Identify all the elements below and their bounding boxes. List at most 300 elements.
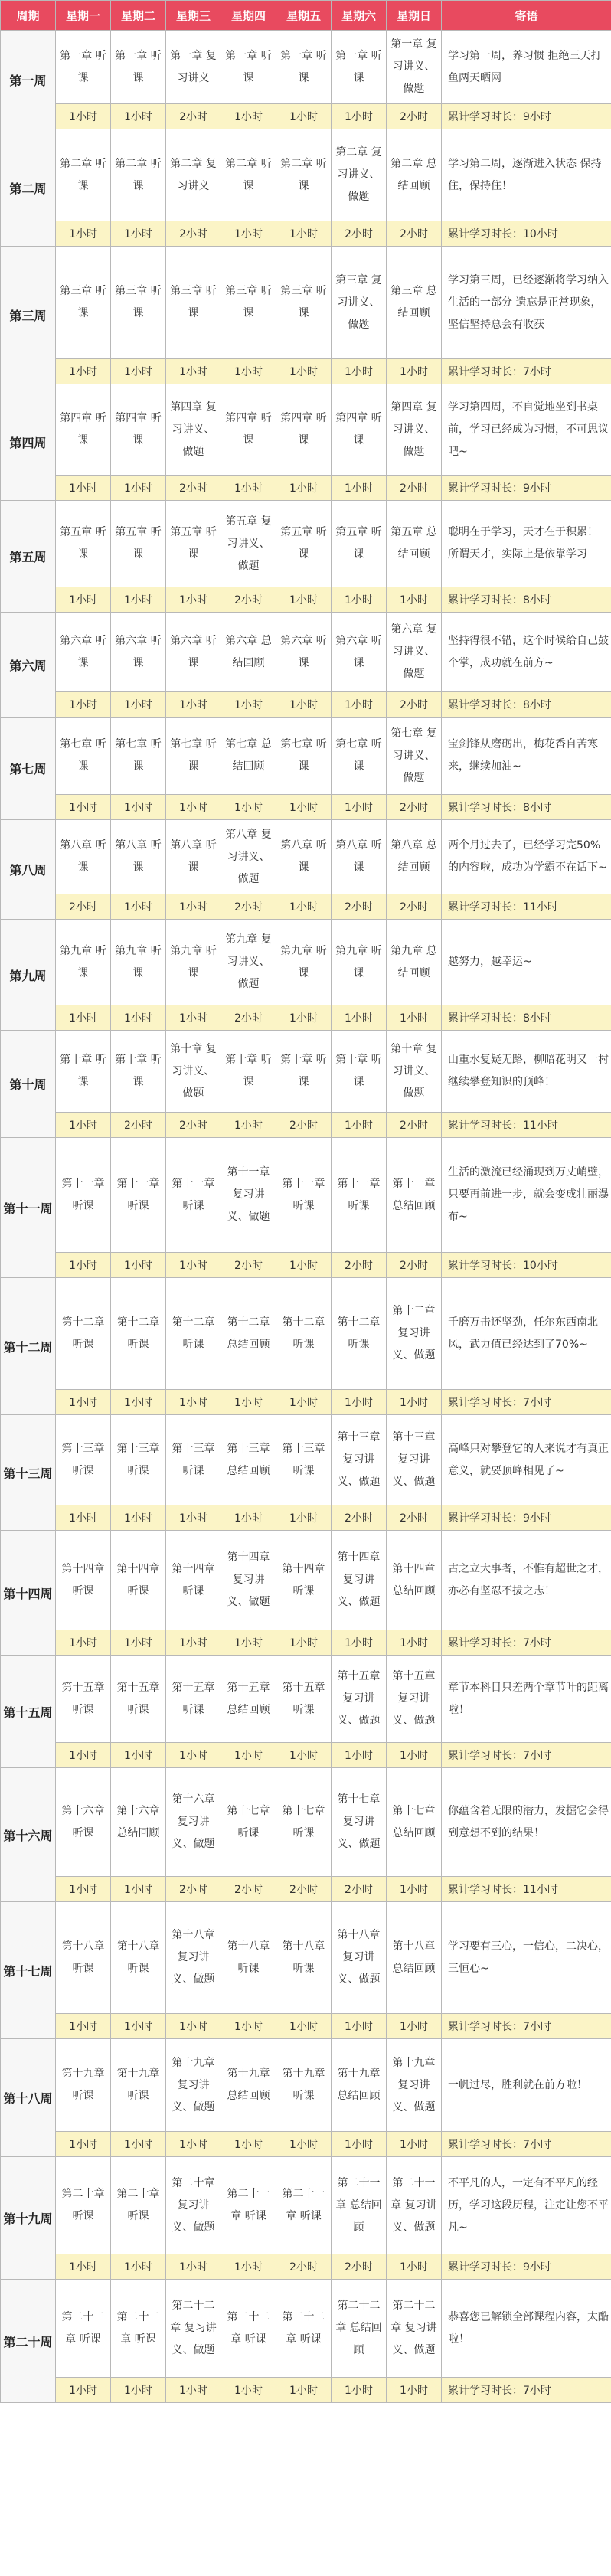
week-label: 第八周 — [1, 820, 56, 920]
hours-friday: 1小时 — [276, 359, 332, 384]
hours-tuesday: 1小时 — [111, 692, 166, 718]
hours-saturday: 2小时 — [332, 221, 387, 247]
week-row — [1, 820, 611, 894]
task-thursday: 第十三章 总结回顾 — [221, 1415, 276, 1505]
task-sunday: 第十章 复习讲义、做题 — [387, 1031, 442, 1113]
hours-thursday: 1小时 — [221, 1505, 276, 1531]
hours-tuesday: 1小时 — [111, 795, 166, 820]
task-tuesday: 第十六章 总结回顾 — [111, 1768, 166, 1877]
task-wednesday: 第五章 听课 — [166, 501, 221, 587]
weekly-total: 累计学习时长：8小时 — [442, 1005, 611, 1031]
task-wednesday: 第十一章 听课 — [166, 1138, 221, 1253]
hours-wednesday: 1小时 — [166, 1253, 221, 1278]
hours-sunday: 2小时 — [387, 1253, 442, 1278]
task-wednesday: 第八章 听课 — [166, 820, 221, 894]
header-period: 周期 — [1, 1, 56, 31]
hours-monday: 1小时 — [56, 692, 111, 718]
weekly-total: 累计学习时长：7小时 — [442, 1390, 611, 1415]
task-friday: 第一章 听课 — [276, 31, 332, 104]
weekly-total: 累计学习时长：11小时 — [442, 1113, 611, 1138]
task-sunday: 第十八章 总结回顾 — [387, 1902, 442, 2014]
hours-sunday: 1小时 — [387, 359, 442, 384]
hours-sunday: 1小时 — [387, 2132, 442, 2157]
task-friday: 第四章 听课 — [276, 384, 332, 476]
hours-row — [1, 1390, 611, 1415]
header-tuesday: 星期二 — [111, 1, 166, 31]
task-monday: 第二十二章 听课 — [56, 2280, 111, 2378]
hours-tuesday: 1小时 — [111, 2378, 166, 2403]
hours-wednesday: 2小时 — [166, 104, 221, 129]
hours-wednesday: 2小时 — [166, 1877, 221, 1902]
task-friday: 第五章 听课 — [276, 501, 332, 587]
hours-saturday: 2小时 — [332, 1877, 387, 1902]
task-wednesday: 第十章 复习讲义、做题 — [166, 1031, 221, 1113]
hours-row — [1, 1630, 611, 1656]
task-monday: 第十一章 听课 — [56, 1138, 111, 1253]
task-sunday: 第二章 总结回顾 — [387, 129, 442, 221]
task-saturday: 第十五章 复习讲义、做题 — [332, 1656, 387, 1743]
task-wednesday: 第四章 复习讲义、做题 — [166, 384, 221, 476]
weekly-total: 累计学习时长：8小时 — [442, 587, 611, 613]
hours-sunday: 1小时 — [387, 1743, 442, 1768]
week-message: 不平凡的人，一定有不平凡的经历，学习这段历程，注定让您不平凡~ — [442, 2157, 611, 2254]
task-saturday: 第二章 复习讲义、做题 — [332, 129, 387, 221]
hours-monday: 1小时 — [56, 795, 111, 820]
weekly-total: 累计学习时长：7小时 — [442, 2132, 611, 2157]
weekly-total: 累计学习时长：11小时 — [442, 1877, 611, 1902]
task-saturday: 第一章 听课 — [332, 31, 387, 104]
task-tuesday: 第九章 听课 — [111, 920, 166, 1005]
hours-saturday: 1小时 — [332, 587, 387, 613]
task-sunday: 第四章 复习讲义、做题 — [387, 384, 442, 476]
hours-wednesday: 1小时 — [166, 894, 221, 920]
task-monday: 第六章 听课 — [56, 613, 111, 692]
week-row — [1, 1138, 611, 1253]
task-friday: 第二十二章 听课 — [276, 2280, 332, 2378]
task-tuesday: 第二十二章 听课 — [111, 2280, 166, 2378]
task-saturday: 第六章 听课 — [332, 613, 387, 692]
task-saturday: 第十三章 复习讲义、做题 — [332, 1415, 387, 1505]
hours-monday: 1小时 — [56, 1253, 111, 1278]
task-sunday: 第九章 总结回顾 — [387, 920, 442, 1005]
task-friday: 第二十一章 听课 — [276, 2157, 332, 2254]
hours-sunday: 1小时 — [387, 1390, 442, 1415]
hours-row — [1, 1113, 611, 1138]
task-friday: 第十二章 听课 — [276, 1278, 332, 1390]
hours-saturday: 2小时 — [332, 1253, 387, 1278]
hours-thursday: 1小时 — [221, 2254, 276, 2280]
task-sunday: 第十七章 总结回顾 — [387, 1768, 442, 1877]
task-tuesday: 第三章 听课 — [111, 247, 166, 359]
hours-wednesday: 2小时 — [166, 1113, 221, 1138]
week-label: 第九周 — [1, 920, 56, 1031]
header-message: 寄语 — [442, 1, 611, 31]
week-message: 学习第二周，逐渐进入状态 保持住，保持住！ — [442, 129, 611, 221]
task-sunday: 第五章 总结回顾 — [387, 501, 442, 587]
task-wednesday: 第二十二章 复习讲义、做题 — [166, 2280, 221, 2378]
task-sunday: 第六章 复习讲义、做题 — [387, 613, 442, 692]
weekly-total: 累计学习时长：9小时 — [442, 104, 611, 129]
task-saturday: 第五章 听课 — [332, 501, 387, 587]
hours-tuesday: 1小时 — [111, 2132, 166, 2157]
hours-row — [1, 1743, 611, 1768]
hours-sunday: 1小时 — [387, 2014, 442, 2039]
hours-tuesday: 1小时 — [111, 894, 166, 920]
hours-tuesday: 1小时 — [111, 1630, 166, 1656]
task-tuesday: 第六章 听课 — [111, 613, 166, 692]
task-tuesday: 第五章 听课 — [111, 501, 166, 587]
header-row — [1, 1, 611, 31]
week-label: 第四周 — [1, 384, 56, 501]
hours-wednesday: 1小时 — [166, 1630, 221, 1656]
hours-wednesday: 2小时 — [166, 221, 221, 247]
week-message: 山重水复疑无路，柳暗花明又一村 继续攀登知识的顶峰！ — [442, 1031, 611, 1113]
week-message: 学习第一周，养习惯 拒绝三天打鱼两天晒网 — [442, 31, 611, 104]
hours-tuesday: 1小时 — [111, 476, 166, 501]
hours-sunday: 1小时 — [387, 2254, 442, 2280]
week-label: 第二周 — [1, 129, 56, 247]
hours-thursday: 1小时 — [221, 2378, 276, 2403]
task-sunday: 第十五章 复习讲义、做题 — [387, 1656, 442, 1743]
task-saturday: 第十九章 总结回顾 — [332, 2039, 387, 2132]
hours-friday: 1小时 — [276, 2132, 332, 2157]
week-label: 第十七周 — [1, 1902, 56, 2039]
week-message: 高峰只对攀登它的人来说才有真正意义，就要顶峰相见了~ — [442, 1415, 611, 1505]
task-tuesday: 第十五章 听课 — [111, 1656, 166, 1743]
hours-tuesday: 1小时 — [111, 1253, 166, 1278]
task-sunday: 第十九章 复习讲义、做题 — [387, 2039, 442, 2132]
week-message: 聪明在于学习，天才在于积累！ 所谓天才，实际上是依靠学习 — [442, 501, 611, 587]
hours-sunday: 2小时 — [387, 1505, 442, 1531]
task-thursday: 第十二章 总结回顾 — [221, 1278, 276, 1390]
task-sunday: 第一章 复习讲义、做题 — [387, 31, 442, 104]
hours-friday: 1小时 — [276, 1253, 332, 1278]
hours-monday: 1小时 — [56, 2132, 111, 2157]
task-friday: 第八章 听课 — [276, 820, 332, 894]
hours-thursday: 1小时 — [221, 2132, 276, 2157]
week-row — [1, 920, 611, 1005]
hours-friday: 1小时 — [276, 2378, 332, 2403]
hours-monday: 1小时 — [56, 221, 111, 247]
task-thursday: 第九章 复习讲义、做题 — [221, 920, 276, 1005]
task-monday: 第二章 听课 — [56, 129, 111, 221]
task-wednesday: 第十九章 复习讲义、做题 — [166, 2039, 221, 2132]
hours-tuesday: 1小时 — [111, 2014, 166, 2039]
week-row — [1, 2157, 611, 2254]
hours-friday: 1小时 — [276, 1390, 332, 1415]
hours-monday: 1小时 — [56, 2254, 111, 2280]
hours-row — [1, 359, 611, 384]
hours-monday: 2小时 — [56, 894, 111, 920]
weekly-total: 累计学习时长：8小时 — [442, 795, 611, 820]
hours-wednesday: 1小时 — [166, 1505, 221, 1531]
hours-thursday: 2小时 — [221, 1253, 276, 1278]
task-wednesday: 第十二章 听课 — [166, 1278, 221, 1390]
hours-monday: 1小时 — [56, 1743, 111, 1768]
week-row — [1, 501, 611, 587]
hours-monday: 1小时 — [56, 1505, 111, 1531]
task-friday: 第三章 听课 — [276, 247, 332, 359]
hours-monday: 1小时 — [56, 476, 111, 501]
task-thursday: 第十八章 听课 — [221, 1902, 276, 2014]
hours-tuesday: 1小时 — [111, 221, 166, 247]
week-row — [1, 2280, 611, 2378]
hours-wednesday: 1小时 — [166, 1005, 221, 1031]
week-row — [1, 31, 611, 104]
task-friday: 第十九章 听课 — [276, 2039, 332, 2132]
weekly-total: 累计学习时长：7小时 — [442, 1630, 611, 1656]
task-monday: 第八章 听课 — [56, 820, 111, 894]
weekly-total: 累计学习时长：7小时 — [442, 2014, 611, 2039]
hours-tuesday: 1小时 — [111, 1005, 166, 1031]
week-label: 第一周 — [1, 31, 56, 129]
task-tuesday: 第十一章 听课 — [111, 1138, 166, 1253]
hours-wednesday: 1小时 — [166, 2254, 221, 2280]
hours-sunday: 2小时 — [387, 104, 442, 129]
week-row — [1, 613, 611, 692]
hours-thursday: 1小时 — [221, 476, 276, 501]
task-wednesday: 第十八章 复习讲义、做题 — [166, 1902, 221, 2014]
hours-thursday: 1小时 — [221, 692, 276, 718]
hours-saturday: 1小时 — [332, 1005, 387, 1031]
task-thursday: 第八章 复习讲义、做题 — [221, 820, 276, 894]
task-friday: 第十七章 听课 — [276, 1768, 332, 1877]
task-monday: 第一章 听课 — [56, 31, 111, 104]
week-row — [1, 1902, 611, 2014]
weekly-total: 累计学习时长：11小时 — [442, 894, 611, 920]
week-row — [1, 1278, 611, 1390]
hours-sunday: 2小时 — [387, 1113, 442, 1138]
header-monday: 星期一 — [56, 1, 111, 31]
task-friday: 第十四章 听课 — [276, 1531, 332, 1630]
hours-row — [1, 894, 611, 920]
task-sunday: 第八章 总结回顾 — [387, 820, 442, 894]
hours-friday: 1小时 — [276, 587, 332, 613]
hours-saturday: 1小时 — [332, 359, 387, 384]
hours-friday: 1小时 — [276, 104, 332, 129]
week-label: 第十四周 — [1, 1531, 56, 1656]
task-thursday: 第三章 听课 — [221, 247, 276, 359]
hours-wednesday: 1小时 — [166, 1743, 221, 1768]
task-monday: 第十三章 听课 — [56, 1415, 111, 1505]
hours-saturday: 1小时 — [332, 1113, 387, 1138]
hours-sunday: 1小时 — [387, 1630, 442, 1656]
schedule-body — [1, 31, 611, 2403]
hours-row — [1, 221, 611, 247]
hours-row — [1, 2132, 611, 2157]
task-sunday: 第十二章 复习讲义、做题 — [387, 1278, 442, 1390]
week-message: 宝剑锋从磨砺出，梅花香自苦寒来，继续加油~ — [442, 718, 611, 795]
task-thursday: 第十九章 总结回顾 — [221, 2039, 276, 2132]
hours-friday: 1小时 — [276, 476, 332, 501]
hours-thursday: 2小时 — [221, 1005, 276, 1031]
week-row — [1, 2039, 611, 2132]
task-friday: 第二章 听课 — [276, 129, 332, 221]
task-sunday: 第二十二章 复习讲义、做题 — [387, 2280, 442, 2378]
hours-friday: 1小时 — [276, 1630, 332, 1656]
week-message: 两个月过去了，已经学习完50%的内容啦，成功为学霸不在话下~ — [442, 820, 611, 894]
hours-sunday: 2小时 — [387, 692, 442, 718]
task-tuesday: 第十三章 听课 — [111, 1415, 166, 1505]
hours-row — [1, 1005, 611, 1031]
weekly-total: 累计学习时长：9小时 — [442, 2254, 611, 2280]
hours-monday: 1小时 — [56, 359, 111, 384]
hours-monday: 1小时 — [56, 1630, 111, 1656]
task-tuesday: 第十八章 听课 — [111, 1902, 166, 2014]
task-friday: 第十八章 听课 — [276, 1902, 332, 2014]
hours-saturday: 2小时 — [332, 2254, 387, 2280]
weekly-total: 累计学习时长：9小时 — [442, 476, 611, 501]
hours-wednesday: 2小时 — [166, 476, 221, 501]
task-monday: 第十九章 听课 — [56, 2039, 111, 2132]
hours-tuesday: 1小时 — [111, 1505, 166, 1531]
task-wednesday: 第十五章 听课 — [166, 1656, 221, 1743]
hours-thursday: 1小时 — [221, 1743, 276, 1768]
hours-friday: 1小时 — [276, 1005, 332, 1031]
task-saturday: 第十二章 听课 — [332, 1278, 387, 1390]
hours-sunday: 2小时 — [387, 476, 442, 501]
hours-sunday: 2小时 — [387, 894, 442, 920]
week-message: 千磨万击还坚劲，任尔东西南北风，武力值已经达到了70%~ — [442, 1278, 611, 1390]
task-friday: 第六章 听课 — [276, 613, 332, 692]
hours-tuesday: 1小时 — [111, 359, 166, 384]
hours-saturday: 1小时 — [332, 2014, 387, 2039]
hours-wednesday: 1小时 — [166, 2014, 221, 2039]
hours-row — [1, 795, 611, 820]
week-label: 第十周 — [1, 1031, 56, 1138]
hours-wednesday: 1小时 — [166, 2132, 221, 2157]
task-wednesday: 第三章 听课 — [166, 247, 221, 359]
hours-sunday: 1小时 — [387, 2378, 442, 2403]
task-saturday: 第十四章 复习讲义、做题 — [332, 1531, 387, 1630]
week-row — [1, 1415, 611, 1505]
hours-wednesday: 1小时 — [166, 795, 221, 820]
header-friday: 星期五 — [276, 1, 332, 31]
week-row — [1, 384, 611, 476]
hours-row — [1, 587, 611, 613]
task-thursday: 第十一章 复习讲义、做题 — [221, 1138, 276, 1253]
hours-thursday: 1小时 — [221, 221, 276, 247]
hours-saturday: 1小时 — [332, 795, 387, 820]
week-label: 第十六周 — [1, 1768, 56, 1902]
task-sunday: 第三章 总结回顾 — [387, 247, 442, 359]
hours-row — [1, 476, 611, 501]
task-thursday: 第一章 听课 — [221, 31, 276, 104]
week-label: 第十二周 — [1, 1278, 56, 1415]
hours-saturday: 1小时 — [332, 104, 387, 129]
header-wednesday: 星期三 — [166, 1, 221, 31]
task-saturday: 第十八章 复习讲义、做题 — [332, 1902, 387, 2014]
task-tuesday: 第十九章 听课 — [111, 2039, 166, 2132]
hours-sunday: 2小时 — [387, 795, 442, 820]
task-tuesday: 第十二章 听课 — [111, 1278, 166, 1390]
task-monday: 第九章 听课 — [56, 920, 111, 1005]
task-monday: 第十五章 听课 — [56, 1656, 111, 1743]
hours-wednesday: 1小时 — [166, 359, 221, 384]
hours-saturday: 2小时 — [332, 894, 387, 920]
week-label: 第二十周 — [1, 2280, 56, 2403]
task-friday: 第十章 听课 — [276, 1031, 332, 1113]
hours-saturday: 1小时 — [332, 2378, 387, 2403]
task-monday: 第五章 听课 — [56, 501, 111, 587]
hours-tuesday: 1小时 — [111, 2254, 166, 2280]
header-thursday: 星期四 — [221, 1, 276, 31]
task-friday: 第十一章 听课 — [276, 1138, 332, 1253]
week-label: 第五周 — [1, 501, 56, 613]
task-tuesday: 第二章 听课 — [111, 129, 166, 221]
hours-monday: 1小时 — [56, 2378, 111, 2403]
hours-thursday: 2小时 — [221, 894, 276, 920]
week-label: 第十三周 — [1, 1415, 56, 1531]
hours-tuesday: 1小时 — [111, 104, 166, 129]
week-message: 学习第四周，不自觉地坐到书桌前，学习已经成为习惯，不可思议吧~ — [442, 384, 611, 476]
header-sunday: 星期日 — [387, 1, 442, 31]
hours-sunday: 1小时 — [387, 1005, 442, 1031]
hours-monday: 1小时 — [56, 587, 111, 613]
hours-row — [1, 104, 611, 129]
hours-wednesday: 1小时 — [166, 587, 221, 613]
hours-thursday: 2小时 — [221, 1877, 276, 1902]
hours-thursday: 1小时 — [221, 795, 276, 820]
hours-friday: 1小时 — [276, 1743, 332, 1768]
task-saturday: 第七章 听课 — [332, 718, 387, 795]
task-friday: 第十五章 听课 — [276, 1656, 332, 1743]
weekly-total: 累计学习时长：10小时 — [442, 1253, 611, 1278]
task-wednesday: 第六章 听课 — [166, 613, 221, 692]
hours-friday: 2小时 — [276, 2254, 332, 2280]
task-thursday: 第六章 总结回顾 — [221, 613, 276, 692]
task-thursday: 第七章 总结回顾 — [221, 718, 276, 795]
hours-monday: 1小时 — [56, 1877, 111, 1902]
weekly-total: 累计学习时长：7小时 — [442, 1743, 611, 1768]
week-row — [1, 1656, 611, 1743]
weekly-total: 累计学习时长：7小时 — [442, 359, 611, 384]
hours-thursday: 1小时 — [221, 359, 276, 384]
task-monday: 第十章 听课 — [56, 1031, 111, 1113]
hours-sunday: 1小时 — [387, 1877, 442, 1902]
hours-thursday: 2小时 — [221, 587, 276, 613]
hours-wednesday: 1小时 — [166, 692, 221, 718]
task-monday: 第十四章 听课 — [56, 1531, 111, 1630]
hours-friday: 2小时 — [276, 1113, 332, 1138]
hours-row — [1, 1877, 611, 1902]
hours-friday: 1小时 — [276, 1505, 332, 1531]
hours-row — [1, 692, 611, 718]
hours-friday: 1小时 — [276, 221, 332, 247]
hours-monday: 1小时 — [56, 1005, 111, 1031]
hours-monday: 1小时 — [56, 1390, 111, 1415]
hours-tuesday: 1小时 — [111, 1743, 166, 1768]
task-wednesday: 第二十章 复习讲义、做题 — [166, 2157, 221, 2254]
week-message: 恭喜您已解锁全部课程内容，太酷啦！ — [442, 2280, 611, 2378]
week-message: 古之立大事者，不惟有超世之才，亦必有坚忍不拔之志！ — [442, 1531, 611, 1630]
week-row — [1, 247, 611, 359]
hours-tuesday: 1小时 — [111, 1877, 166, 1902]
task-wednesday: 第十三章 听课 — [166, 1415, 221, 1505]
hours-friday: 1小时 — [276, 894, 332, 920]
week-message: 一帆过尽，胜利就在前方啦！ — [442, 2039, 611, 2132]
task-tuesday: 第七章 听课 — [111, 718, 166, 795]
hours-tuesday: 1小时 — [111, 1390, 166, 1415]
hours-thursday: 1小时 — [221, 2014, 276, 2039]
week-message: 你蕴含着无限的潜力，发掘它会得到意想不到的结果！ — [442, 1768, 611, 1877]
task-saturday: 第二十二章 总结回顾 — [332, 2280, 387, 2378]
task-saturday: 第二十一章 总结回顾 — [332, 2157, 387, 2254]
task-saturday: 第十七章 复习讲义、做题 — [332, 1768, 387, 1877]
weekly-total: 累计学习时长：8小时 — [442, 692, 611, 718]
task-thursday: 第五章 复习讲义、做题 — [221, 501, 276, 587]
hours-wednesday: 1小时 — [166, 2378, 221, 2403]
